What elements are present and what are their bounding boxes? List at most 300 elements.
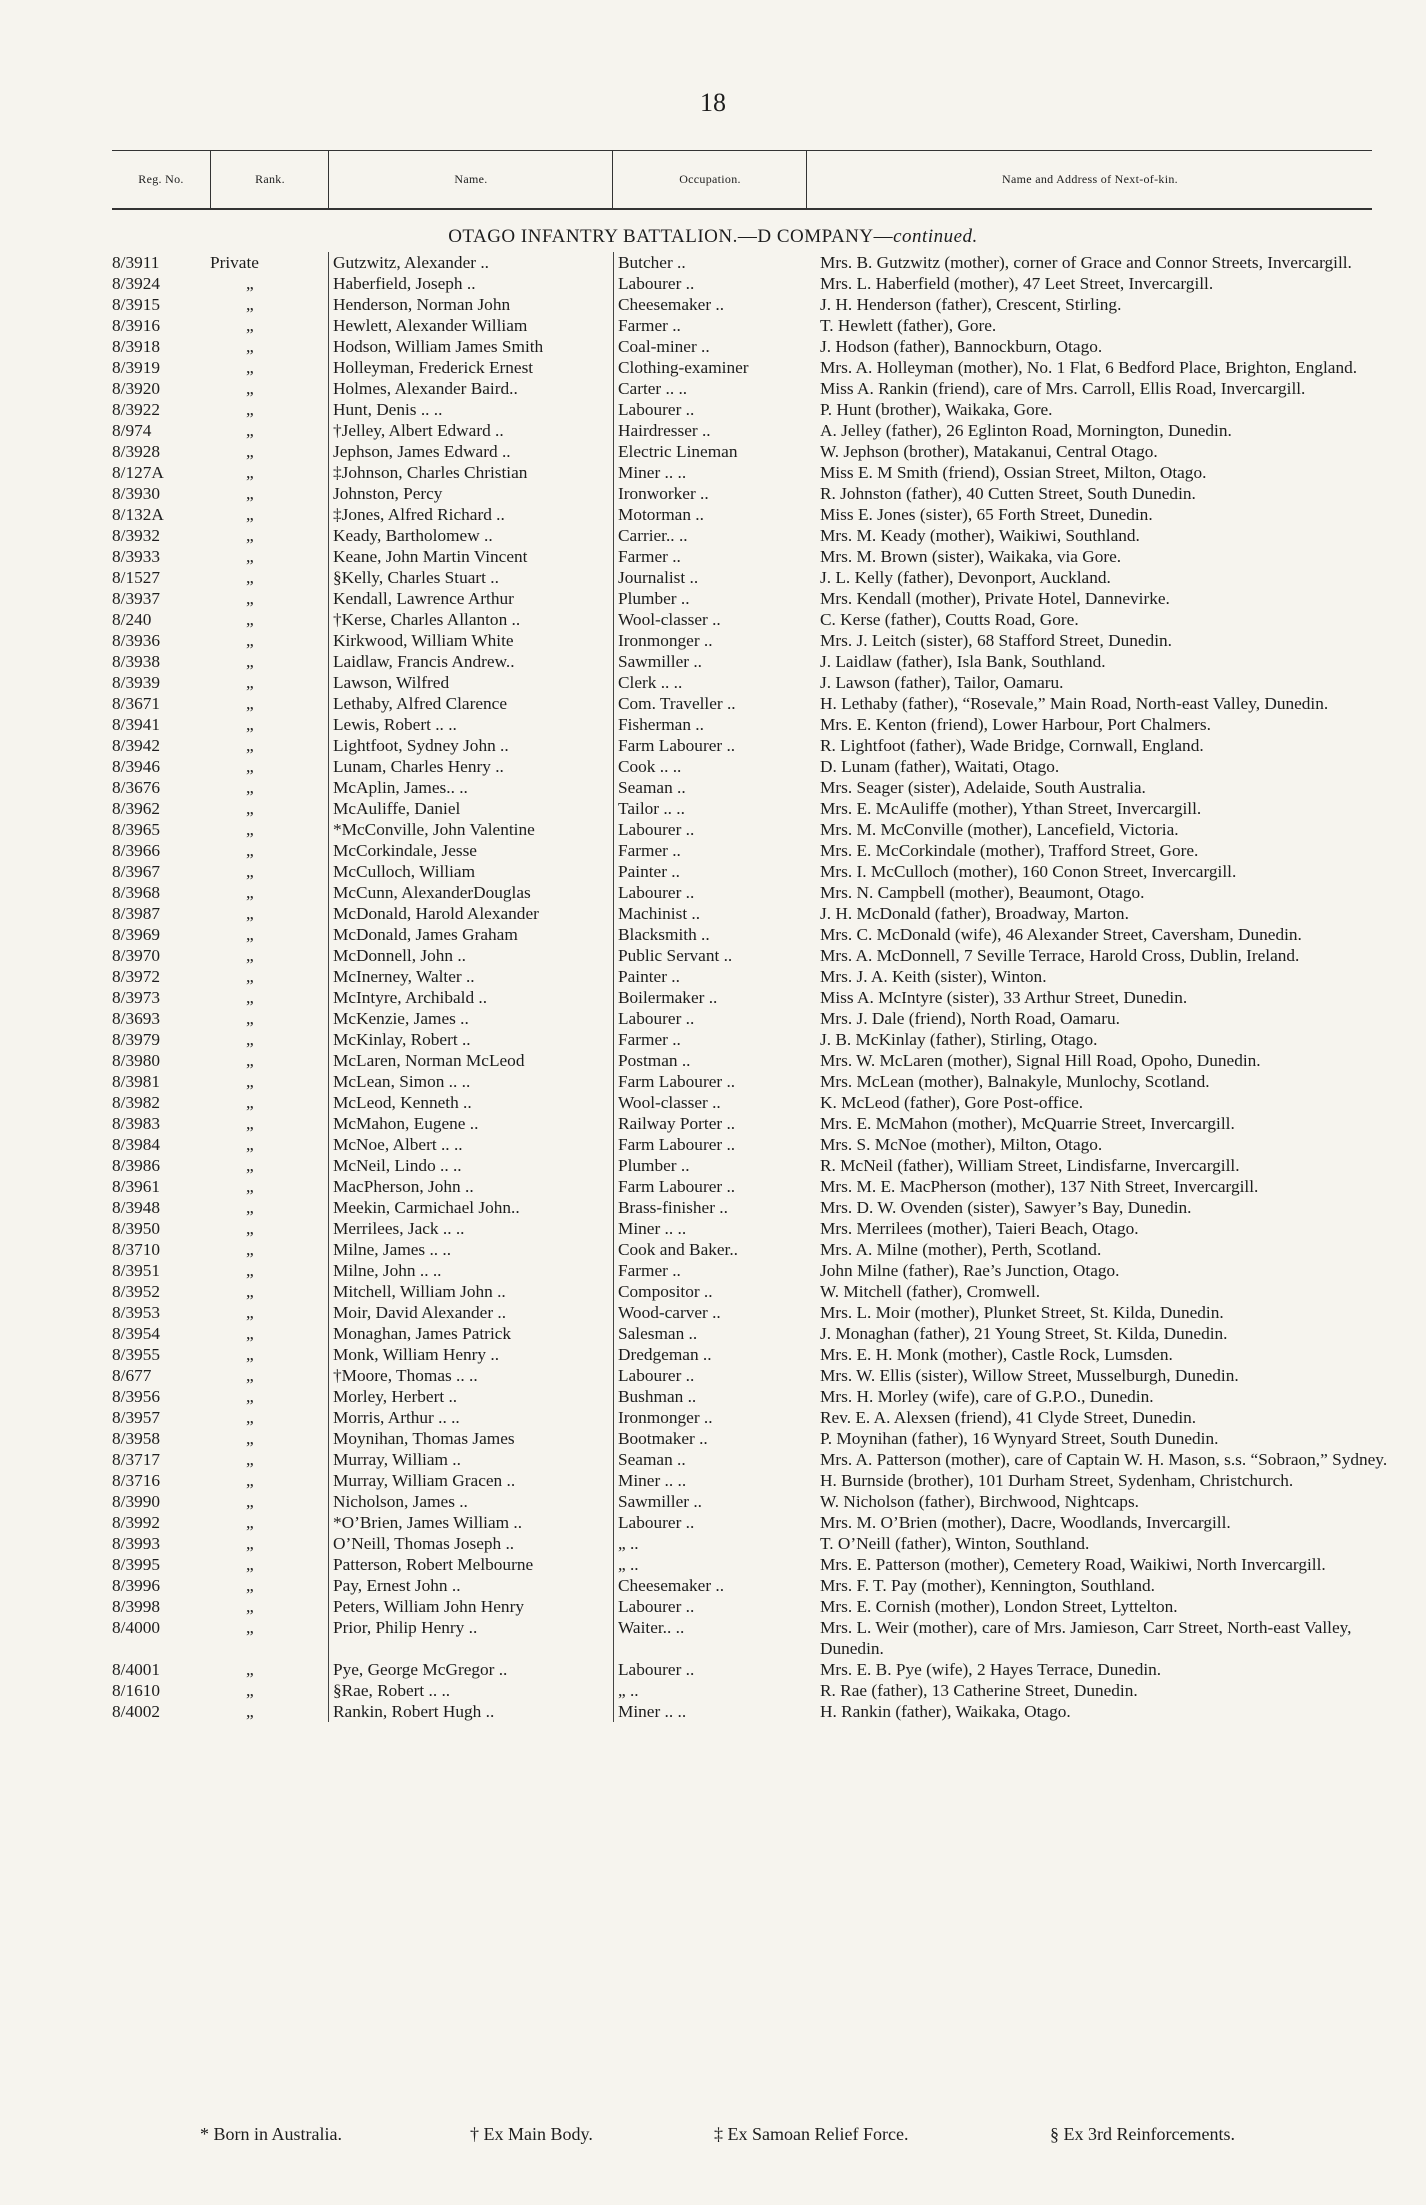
reg-number-cell: 8/4001 — [112, 1660, 161, 1679]
occupation-cell: Cheesemaker .. — [614, 1575, 809, 1596]
next-of-kin-cell: Mrs. E. H. Monk (mother), Castle Rock, Lumsden. — [820, 1345, 1173, 1364]
next-of-kin-cell: J. H. McDonald (father), Broadway, Marton. — [820, 904, 1129, 923]
name-cell: *O’Brien, James William .. — [329, 1512, 614, 1533]
ditto-mark: „ — [246, 715, 254, 734]
rank-cell — [210, 1596, 329, 1617]
table-row — [112, 357, 1396, 378]
name-cell: †Moore, Thomas .. .. — [329, 1365, 614, 1386]
section-title-main: OTAGO INFANTRY BATTALION.—D COMPANY— — [448, 226, 894, 247]
name-cell: §Kelly, Charles Stuart .. — [329, 567, 614, 588]
next-of-kin-cell: Mrs. E. Patterson (mother), Cemetery Road, Waikiwi, North Invercargill. — [820, 1555, 1326, 1574]
occupation-cell: „ .. — [614, 1680, 809, 1701]
next-of-kin-cell: Mrs. B. Gutzwitz (mother), corner of Grace and Connor Streets, Invercargill. — [820, 253, 1352, 272]
occupation-cell: Journalist .. — [614, 567, 809, 588]
occupation-cell: Plumber .. — [614, 588, 809, 609]
ditto-mark: „ — [246, 1345, 254, 1364]
rank-cell — [210, 840, 329, 861]
next-of-kin-cell: Mrs. A. McDonnell, 7 Seville Terrace, Harold Cross, Dublin, Ireland. — [820, 946, 1300, 965]
table-row — [112, 567, 1396, 588]
table-row — [112, 1617, 1396, 1659]
table-row — [112, 1113, 1396, 1134]
occupation-cell: Labourer .. — [614, 1659, 809, 1680]
reg-number-cell: 8/3987 — [112, 904, 161, 923]
table-row — [112, 1050, 1396, 1071]
name-cell: Lethaby, Alfred Clarence — [329, 693, 614, 714]
ditto-mark: „ — [246, 904, 254, 923]
occupation-cell: Farm Labourer .. — [614, 1134, 809, 1155]
next-of-kin-cell: Mrs. Merrilees (mother), Taieri Beach, Otago. — [820, 1219, 1139, 1238]
table-row — [112, 630, 1396, 651]
reg-number-cell: 8/3942 — [112, 736, 161, 755]
name-cell: Holmes, Alexander Baird.. — [329, 378, 614, 399]
reg-number-cell: 8/3924 — [112, 274, 161, 293]
occupation-cell: Farmer .. — [614, 840, 809, 861]
table-row — [112, 651, 1396, 672]
next-of-kin-cell: R. Rae (father), 13 Catherine Street, Dunedin. — [820, 1681, 1138, 1700]
name-cell: McDonald, James Graham — [329, 924, 614, 945]
table-row — [112, 1596, 1396, 1617]
name-cell: Kirkwood, William White — [329, 630, 614, 651]
reg-number-cell: 8/3992 — [112, 1513, 161, 1532]
reg-number-cell: 8/3966 — [112, 841, 161, 860]
ditto-mark: „ — [246, 358, 254, 377]
reg-number-cell: 8/3998 — [112, 1597, 161, 1616]
ditto-mark: „ — [246, 526, 254, 545]
ditto-mark: „ — [246, 1135, 254, 1154]
rank-cell — [210, 1449, 329, 1470]
table-row — [112, 399, 1396, 420]
next-of-kin-cell: Mrs. A. Holleyman (mother), No. 1 Flat, 6 Bedford Place, Brighton, England. — [820, 358, 1358, 377]
occupation-cell: Wood-carver .. — [614, 1302, 809, 1323]
next-of-kin-cell: Mrs. C. McDonald (wife), 46 Alexander Street, Caversham, Dunedin. — [820, 925, 1302, 944]
nominal-roll-body — [112, 252, 1396, 1722]
occupation-cell: Wool-classer .. — [614, 1092, 809, 1113]
reg-number-cell: 8/3911 — [112, 253, 160, 272]
reg-number-cell: 8/3955 — [112, 1345, 161, 1364]
table-row — [112, 1554, 1396, 1575]
occupation-cell: Cheesemaker .. — [614, 294, 809, 315]
header-reg-no: Reg. No. — [138, 171, 184, 186]
table-row — [112, 1281, 1396, 1302]
ditto-mark: „ — [246, 1702, 254, 1721]
column-header — [112, 150, 1372, 208]
reg-number-cell: 8/974 — [112, 421, 152, 440]
name-cell: McInerney, Walter .. — [329, 966, 614, 987]
name-cell: *McConville, John Valentine — [329, 819, 614, 840]
name-cell: McLaren, Norman McLeod — [329, 1050, 614, 1071]
ditto-mark: „ — [246, 652, 254, 671]
table-row — [112, 483, 1396, 504]
name-cell: Gutzwitz, Alexander .. — [329, 252, 614, 273]
ditto-mark: „ — [246, 442, 254, 461]
name-cell: Hodson, William James Smith — [329, 336, 614, 357]
reg-number-cell: 8/3710 — [112, 1240, 161, 1259]
next-of-kin-cell: J. Lawson (father), Tailor, Oamaru. — [820, 673, 1064, 692]
name-cell: McDonald, Harold Alexander — [329, 903, 614, 924]
occupation-cell: Railway Porter .. — [614, 1113, 809, 1134]
ditto-mark: „ — [246, 925, 254, 944]
reg-number-cell: 8/3928 — [112, 442, 161, 461]
occupation-cell: Salesman .. — [614, 1323, 809, 1344]
ditto-mark: „ — [246, 862, 254, 881]
ditto-mark: „ — [246, 379, 254, 398]
occupation-cell: Farmer .. — [614, 1029, 809, 1050]
rank-cell — [210, 588, 329, 609]
name-cell: Kendall, Lawrence Arthur — [329, 588, 614, 609]
rank-cell — [210, 903, 329, 924]
name-cell: McAplin, James.. .. — [329, 777, 614, 798]
occupation-cell: Machinist .. — [614, 903, 809, 924]
rank-cell — [210, 651, 329, 672]
next-of-kin-cell: W. Mitchell (father), Cromwell. — [820, 1282, 1041, 1301]
reg-number-cell: 8/3993 — [112, 1534, 161, 1553]
occupation-cell: „ .. — [614, 1554, 809, 1575]
ditto-mark: „ — [246, 547, 254, 566]
ditto-mark: „ — [246, 736, 254, 755]
rank-cell — [210, 462, 329, 483]
table-row — [112, 1365, 1396, 1386]
name-cell: Keane, John Martin Vincent — [329, 546, 614, 567]
ditto-mark: „ — [246, 841, 254, 860]
next-of-kin-cell: Mrs. I. McCulloch (mother), 160 Conon Street, Invercargill. — [820, 862, 1237, 881]
name-cell: Laidlaw, Francis Andrew.. — [329, 651, 614, 672]
ditto-mark: „ — [246, 1051, 254, 1070]
rank-cell — [210, 1575, 329, 1596]
name-cell: Moir, David Alexander .. — [329, 1302, 614, 1323]
name-cell: Rankin, Robert Hugh .. — [329, 1701, 614, 1722]
rank-cell — [210, 1470, 329, 1491]
next-of-kin-cell: Mrs. M. Keady (mother), Waikiwi, Southland. — [820, 526, 1140, 545]
ditto-mark: „ — [246, 484, 254, 503]
reg-number-cell: 8/3915 — [112, 295, 161, 314]
rank-cell — [210, 735, 329, 756]
name-cell: Pay, Ernest John .. — [329, 1575, 614, 1596]
rank-cell — [210, 966, 329, 987]
next-of-kin-cell: Mrs. M. McConville (mother), Lancefield, Victoria. — [820, 820, 1179, 839]
header-rule-bottom — [112, 208, 1372, 210]
next-of-kin-cell: Mrs. E. Kenton (friend), Lower Harbour, Port Chalmers. — [820, 715, 1211, 734]
occupation-cell: Compositor .. — [614, 1281, 809, 1302]
section-title-continued: continued. — [893, 226, 978, 247]
occupation-cell: Cook .. .. — [614, 756, 809, 777]
reg-number-cell: 8/677 — [112, 1366, 152, 1385]
table-row — [112, 273, 1396, 294]
rank-cell — [210, 693, 329, 714]
table-row — [112, 1260, 1396, 1281]
name-cell: †Jelley, Albert Edward .. — [329, 420, 614, 441]
rank-cell — [210, 609, 329, 630]
occupation-cell: Seaman .. — [614, 1449, 809, 1470]
section-title — [0, 226, 1426, 248]
name-cell: Monk, William Henry .. — [329, 1344, 614, 1365]
table-row — [112, 1323, 1396, 1344]
table-row — [112, 1092, 1396, 1113]
table-row — [112, 252, 1396, 273]
next-of-kin-cell: Mrs. E. McCorkindale (mother), Trafford Street, Gore. — [820, 841, 1199, 860]
occupation-cell: Waiter.. .. — [614, 1617, 809, 1659]
rank-cell — [210, 1491, 329, 1512]
ditto-mark: „ — [246, 631, 254, 650]
occupation-cell: Postman .. — [614, 1050, 809, 1071]
name-cell: Haberfield, Joseph .. — [329, 273, 614, 294]
ditto-mark: „ — [246, 883, 254, 902]
occupation-cell: Farm Labourer .. — [614, 735, 809, 756]
name-cell: Nicholson, James .. — [329, 1491, 614, 1512]
name-cell: Pye, George McGregor .. — [329, 1659, 614, 1680]
occupation-cell: Tailor .. .. — [614, 798, 809, 819]
reg-number-cell: 8/3962 — [112, 799, 161, 818]
next-of-kin-cell: Mrs. A. Milne (mother), Perth, Scotland. — [820, 1240, 1102, 1259]
rank-cell — [210, 861, 329, 882]
ditto-mark: „ — [246, 295, 254, 314]
next-of-kin-cell: Mrs. E. McMahon (mother), McQuarrie Street, Invercargill. — [820, 1114, 1235, 1133]
next-of-kin-cell: J. Laidlaw (father), Isla Bank, Southland. — [820, 652, 1106, 671]
table-row — [112, 777, 1396, 798]
name-cell: Prior, Philip Henry .. — [329, 1617, 614, 1659]
occupation-cell: Miner .. .. — [614, 462, 809, 483]
reg-number-cell: 8/3995 — [112, 1555, 161, 1574]
table-row — [112, 966, 1396, 987]
next-of-kin-cell: J. Monaghan (father), 21 Young Street, St. Kilda, Dunedin. — [820, 1324, 1228, 1343]
ditto-mark: „ — [246, 1093, 254, 1112]
table-row — [112, 756, 1396, 777]
rank-cell — [210, 441, 329, 462]
next-of-kin-cell: Rev. E. A. Alexsen (friend), 41 Clyde Street, Dunedin. — [820, 1408, 1197, 1427]
rank-cell — [210, 756, 329, 777]
occupation-cell: Miner .. .. — [614, 1701, 809, 1722]
next-of-kin-cell: Mrs. Seager (sister), Adelaide, South Australia. — [820, 778, 1146, 797]
table-row — [112, 882, 1396, 903]
rank-cell — [210, 315, 329, 336]
name-cell: †Kerse, Charles Allanton .. — [329, 609, 614, 630]
occupation-cell: Boilermaker .. — [614, 987, 809, 1008]
occupation-cell: Motorman .. — [614, 504, 809, 525]
name-cell: McCulloch, William — [329, 861, 614, 882]
rank-cell — [210, 1092, 329, 1113]
reg-number-cell: 8/3938 — [112, 652, 161, 671]
footnote-main-body: † Ex Main Body. — [470, 2124, 593, 2144]
rank-cell — [210, 1281, 329, 1302]
table-row — [112, 315, 1396, 336]
occupation-cell: Carter .. .. — [614, 378, 809, 399]
rank-cell — [210, 1029, 329, 1050]
name-cell: Lewis, Robert .. .. — [329, 714, 614, 735]
reg-number-cell: 8/3980 — [112, 1051, 161, 1070]
rank-cell — [210, 504, 329, 525]
reg-number-cell: 8/127A — [112, 463, 164, 482]
ditto-mark: „ — [246, 610, 254, 629]
rank-cell — [210, 1344, 329, 1365]
next-of-kin-cell: Mrs. W. Ellis (sister), Willow Street, Musselburgh, Dunedin. — [820, 1366, 1239, 1385]
rank-cell — [210, 924, 329, 945]
next-of-kin-cell: H. Rankin (father), Waikaka, Otago. — [820, 1702, 1071, 1721]
ditto-mark: „ — [246, 1534, 254, 1553]
next-of-kin-cell: D. Lunam (father), Waitati, Otago. — [820, 757, 1060, 776]
name-cell: Hewlett, Alexander William — [329, 315, 614, 336]
ditto-mark: „ — [246, 1597, 254, 1616]
rank-cell — [210, 1323, 329, 1344]
occupation-cell: Public Servant .. — [614, 945, 809, 966]
name-cell: McLeod, Kenneth .. — [329, 1092, 614, 1113]
name-cell: Murray, William .. — [329, 1449, 614, 1470]
name-cell: ‡Jones, Alfred Richard .. — [329, 504, 614, 525]
occupation-cell: Labourer .. — [614, 273, 809, 294]
rank-cell — [210, 399, 329, 420]
rank-cell — [210, 1554, 329, 1575]
occupation-cell: Painter .. — [614, 861, 809, 882]
rank-cell — [210, 1113, 329, 1134]
table-row — [112, 924, 1396, 945]
next-of-kin-cell: Mrs. J. A. Keith (sister), Winton. — [820, 967, 1047, 986]
next-of-kin-cell: Mrs. D. W. Ovenden (sister), Sawyer’s Bay, Dunedin. — [820, 1198, 1192, 1217]
reg-number-cell: 8/3961 — [112, 1177, 161, 1196]
table-row — [112, 1407, 1396, 1428]
name-cell: McLean, Simon .. .. — [329, 1071, 614, 1092]
name-cell: Merrilees, Jack .. .. — [329, 1218, 614, 1239]
rank-cell — [210, 714, 329, 735]
rank-cell — [210, 1008, 329, 1029]
next-of-kin-cell: T. Hewlett (father), Gore. — [820, 316, 997, 335]
rank-cell — [210, 1302, 329, 1323]
table-row — [112, 735, 1396, 756]
ditto-mark: „ — [246, 946, 254, 965]
rank-cell — [210, 1155, 329, 1176]
reg-number-cell: 8/3957 — [112, 1408, 161, 1427]
next-of-kin-cell: J. Hodson (father), Bannockburn, Otago. — [820, 337, 1103, 356]
table-row — [112, 1659, 1396, 1680]
header-name: Name. — [328, 150, 613, 208]
name-cell: Lunam, Charles Henry .. — [329, 756, 614, 777]
next-of-kin-cell: R. McNeil (father), William Street, Lindisfarne, Invercargill. — [820, 1156, 1240, 1175]
table-row — [112, 1176, 1396, 1197]
occupation-cell: Com. Traveller .. — [614, 693, 809, 714]
name-cell: Patterson, Robert Melbourne — [329, 1554, 614, 1575]
ditto-mark: „ — [246, 757, 254, 776]
ditto-mark: „ — [246, 1387, 254, 1406]
name-cell: McCorkindale, Jesse — [329, 840, 614, 861]
reg-number-cell: 8/3916 — [112, 316, 161, 335]
occupation-cell: Labourer .. — [614, 819, 809, 840]
name-cell: §Rae, Robert .. .. — [329, 1680, 614, 1701]
occupation-cell: Painter .. — [614, 966, 809, 987]
occupation-cell: Blacksmith .. — [614, 924, 809, 945]
occupation-cell: Labourer .. — [614, 399, 809, 420]
name-cell: Henderson, Norman John — [329, 294, 614, 315]
reg-number-cell: 8/3972 — [112, 967, 161, 986]
name-cell: Peters, William John Henry — [329, 1596, 614, 1617]
name-cell: McKenzie, James .. — [329, 1008, 614, 1029]
name-cell: Moynihan, Thomas James — [329, 1428, 614, 1449]
name-cell: MacPherson, John .. — [329, 1176, 614, 1197]
next-of-kin-cell: W. Nicholson (father), Birchwood, Nightcaps. — [820, 1492, 1139, 1511]
reg-number-cell: 8/3716 — [112, 1471, 161, 1490]
next-of-kin-cell: Mrs. E. B. Pye (wife), 2 Hayes Terrace, Dunedin. — [820, 1660, 1162, 1679]
reg-number-cell: 8/3968 — [112, 883, 161, 902]
table-row — [112, 1575, 1396, 1596]
reg-number-cell: 8/3981 — [112, 1072, 161, 1091]
reg-number-cell: 8/3936 — [112, 631, 161, 650]
table-row — [112, 1512, 1396, 1533]
occupation-cell: Farmer .. — [614, 1260, 809, 1281]
rank-cell — [210, 1680, 329, 1701]
reg-number-cell: 8/3918 — [112, 337, 161, 356]
next-of-kin-cell: Mrs. S. McNoe (mother), Milton, Otago. — [820, 1135, 1103, 1154]
ditto-mark: „ — [246, 589, 254, 608]
rank-cell — [210, 546, 329, 567]
next-of-kin-cell: C. Kerse (father), Coutts Road, Gore. — [820, 610, 1079, 629]
reg-number-cell: 8/3948 — [112, 1198, 161, 1217]
rank-cell — [210, 945, 329, 966]
next-of-kin-cell: Mrs. J. Dale (friend), North Road, Oamaru. — [820, 1009, 1120, 1028]
ditto-mark: „ — [246, 505, 254, 524]
occupation-cell: Farm Labourer .. — [614, 1176, 809, 1197]
ditto-mark: „ — [246, 400, 254, 419]
footnote-third-reinforcements: § Ex 3rd Reinforcements. — [1050, 2124, 1235, 2144]
rank-cell — [210, 777, 329, 798]
occupation-cell: Butcher .. — [614, 252, 809, 273]
name-cell: Murray, William Gracen .. — [329, 1470, 614, 1491]
rank-cell — [210, 1218, 329, 1239]
reg-number-cell: 8/3937 — [112, 589, 161, 608]
occupation-cell: Sawmiller .. — [614, 651, 809, 672]
reg-number-cell: 8/3983 — [112, 1114, 161, 1133]
table-row — [112, 1071, 1396, 1092]
rank-cell — [210, 672, 329, 693]
table-row — [112, 1218, 1396, 1239]
header-next-of-kin: Name and Address of Next-of-kin. — [806, 150, 1373, 208]
next-of-kin-cell: Mrs. E. McAuliffe (mother), Ythan Street, Invercargill. — [820, 799, 1202, 818]
reg-number-cell: 8/3953 — [112, 1303, 161, 1322]
occupation-cell: Brass-finisher .. — [614, 1197, 809, 1218]
table-row — [112, 1386, 1396, 1407]
name-cell: Mitchell, William John .. — [329, 1281, 614, 1302]
reg-number-cell: 8/3939 — [112, 673, 161, 692]
table-row — [112, 1008, 1396, 1029]
ditto-mark: „ — [246, 1282, 254, 1301]
table-row — [112, 1533, 1396, 1554]
rank-cell — [210, 483, 329, 504]
name-cell: Holleyman, Frederick Ernest — [329, 357, 614, 378]
name-cell: Monaghan, James Patrick — [329, 1323, 614, 1344]
reg-number-cell: 8/3933 — [112, 547, 161, 566]
rank-cell — [210, 1533, 329, 1554]
occupation-cell: Ironmonger .. — [614, 1407, 809, 1428]
table-row — [112, 1134, 1396, 1155]
occupation-cell: Fisherman .. — [614, 714, 809, 735]
rank-cell — [210, 1071, 329, 1092]
occupation-cell: Seaman .. — [614, 777, 809, 798]
rank-cell — [210, 1386, 329, 1407]
name-cell: McNeil, Lindo .. .. — [329, 1155, 614, 1176]
ditto-mark: „ — [246, 1177, 254, 1196]
footnote-samoan: ‡ Ex Samoan Relief Force. — [714, 2124, 909, 2144]
next-of-kin-cell: Mrs. H. Morley (wife), care of G.P.O., Dunedin. — [820, 1387, 1154, 1406]
ditto-mark: „ — [246, 1303, 254, 1322]
ditto-mark: „ — [246, 316, 254, 335]
reg-number-cell: 8/3920 — [112, 379, 161, 398]
reg-number-cell: 8/3676 — [112, 778, 161, 797]
reg-number-cell: 8/3954 — [112, 1324, 161, 1343]
occupation-cell: Labourer .. — [614, 1008, 809, 1029]
table-row — [112, 1680, 1396, 1701]
table-row — [112, 1029, 1396, 1050]
ditto-mark: „ — [246, 568, 254, 587]
rank-cell — [210, 1617, 329, 1659]
table-row — [112, 903, 1396, 924]
table-row — [112, 588, 1396, 609]
reg-number-cell: 8/3922 — [112, 400, 161, 419]
ditto-mark: „ — [246, 421, 254, 440]
